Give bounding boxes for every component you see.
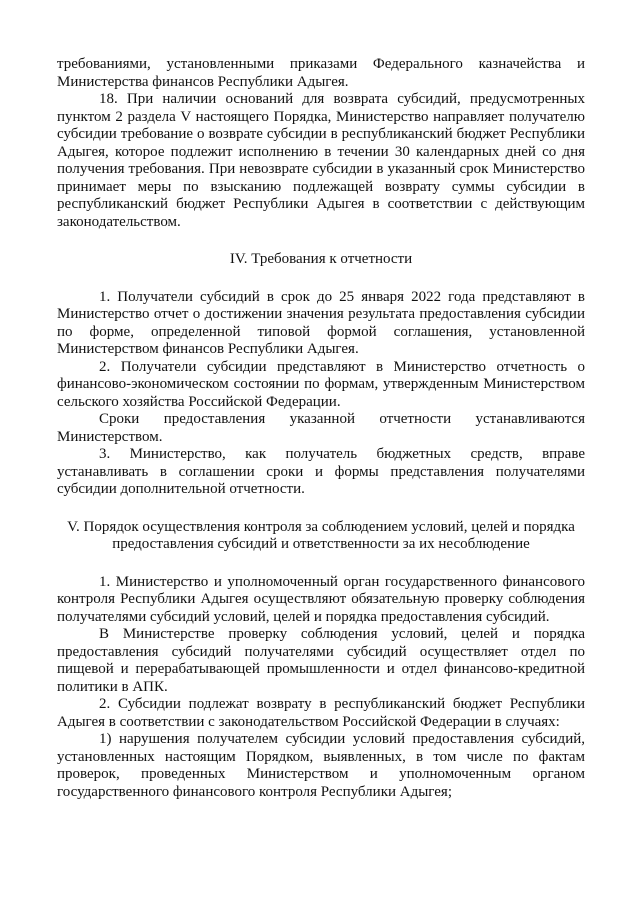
section-4-paragraph-3: 3. Министерство, как получатель бюджетных средств, вправе устанавливать в соглашении сроки и формы представления получателями субсидии дополнительной отчетности. xyxy=(57,446,585,497)
section-5-list-item-1: 1) нарушения получателем субсидии условий предоставления субсидий, установленных настоящим Порядком, выявленных, в том числе по фактам проверок, проведенных Министерством и уполномоченным органом государственного финансового контроля Республики Адыгея; xyxy=(57,731,585,800)
section-4-paragraph-2: 2. Получатели субсидии представляют в Министерство отчетность о финансово-экономическом состоянии по формам, утвержденным Министерством сельского хозяйства Российской Федерации. xyxy=(57,358,585,410)
document-page xyxy=(57,56,585,801)
paragraph-18: 18. При наличии оснований для возврата субсидий, предусмотренных пунктом 2 раздела V настоящего Порядка, Министерство направляет получателю субсидии требование о возврате субсидии в республиканский бюджет Республики Адыгея, которое подлежит исполнению в течении 30 календарных дней со дня получения требования. При невозврате субсидии в указанный срок Министерство принимает меры по взысканию подлежащей возврату суммы субсидии в республиканский бюджет Республики Адыгея в соответствии с действующим законодательством. xyxy=(57,91,585,230)
section-5-heading-line-1: V. Порядок осуществления контроля за соблюдением условий, целей и порядка xyxy=(67,518,575,535)
section-5-paragraph-inspection: В Министерстве проверку соблюдения условий, целей и порядка предоставления субсидий получателями субсидий осуществляет отдел по пищевой и перерабатывающей промышленности и отдел финансово-кредитной политики в АПК. xyxy=(57,626,585,695)
section-5-paragraph-1: 1. Министерство и уполномоченный орган государственного финансового контроля Республики Адыгея осуществляют обязательную проверку соблюдения получателями субсидий условий, целей и порядка предоставления субсидий. xyxy=(57,573,585,625)
section-4-paragraph-deadlines: Сроки предоставления указанной отчетности устанавливаются Министерством. xyxy=(57,411,585,445)
section-5-paragraph-2: 2. Субсидии подлежат возврату в республиканский бюджет Республики Адыгея в соответствии с законодательством Российской Федерации в случаях: xyxy=(57,696,585,730)
paragraph-continuation: требованиями, установленными приказами Федерального казначейства и Министерства финансов Республики Адыгея. xyxy=(57,56,585,90)
section-4-paragraph-1: 1. Получатели субсидий в срок до 25 января 2022 года представляют в Министерство отчет о достижении значения результата предоставления субсидии по форме, определенной типовой формой соглашения, установленной Министерством финансов Республики Адыгея. xyxy=(57,288,585,357)
section-5-heading-line-2: предоставления субсидий и ответственности за их несоблюдение xyxy=(112,536,530,552)
section-4-heading: IV. Требования к отчетности xyxy=(229,251,413,267)
